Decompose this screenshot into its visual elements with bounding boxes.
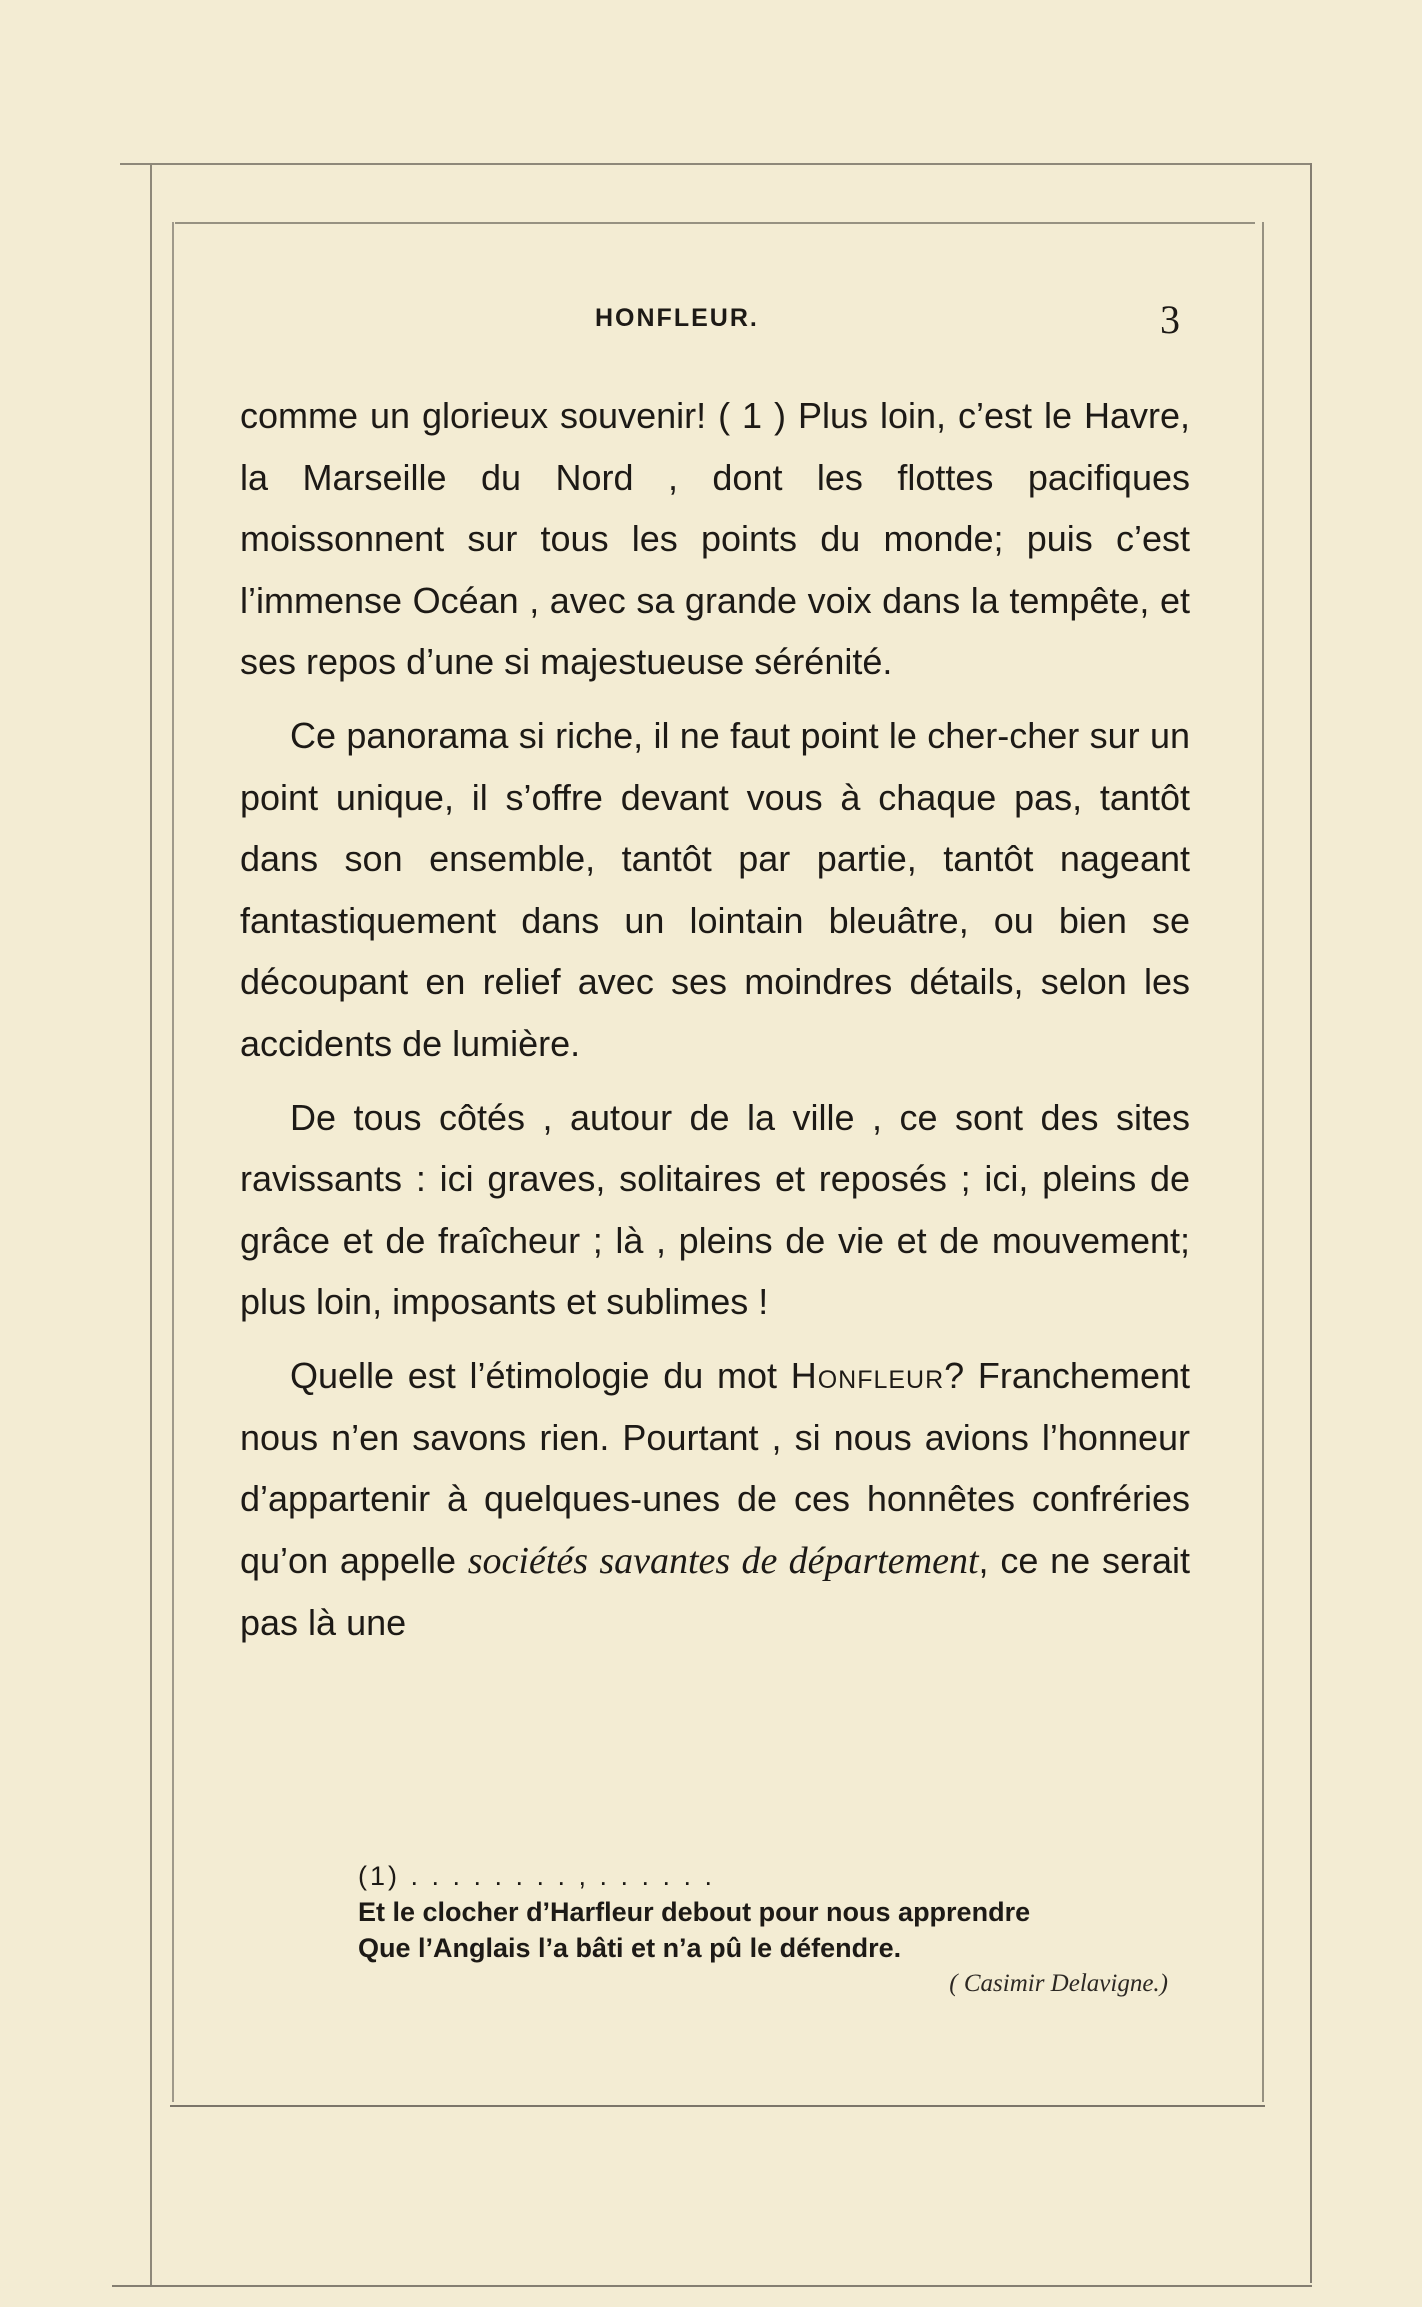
- paragraph-4-start: Quelle est l’étimologie du mot: [290, 1354, 777, 1396]
- paragraph-4-middle: ? Franchement nous n’en savons rien. Pourtant , si nous avions l’honneur d’appartenir à quelques-unes de ces honnêtes confréries qu’on appelle: [240, 1354, 1190, 1581]
- paragraph-3: De tous côtés , autour de la ville , ce sont des sites ravissants : ici graves, solitaires et reposés ; ici, pleins de grâce et de fraîcheur ; là , pleins de vie et de mouvement; plus loin, imposants et sublimes !: [240, 1096, 1190, 1323]
- footnote-verse-1: Et le clocher d’Harfleur debout pour nous apprendre: [358, 1897, 1031, 1927]
- scan-border-left-outer: [150, 165, 152, 2285]
- footnote-attribution: ( Casimir Delavigne.): [949, 1970, 1168, 1997]
- scan-border-top-inner: [175, 222, 1255, 224]
- honfleur-word: Honfleur: [790, 1354, 945, 1396]
- running-title: HONFLEUR.: [595, 304, 759, 332]
- scan-border-left-inner: [172, 222, 174, 2102]
- page-number: 3: [1160, 297, 1180, 342]
- scan-border-right-inner: [1262, 222, 1264, 2102]
- footnote-marker: (1) . . . . . . . . , . . . . . .: [358, 1861, 716, 1891]
- body-text: [240, 385, 1190, 1666]
- page-header: [240, 296, 1190, 356]
- paragraph-2: Ce panorama si riche, il ne faut point le cher-cher sur un point unique, il s’offre devant vous à chaque pas, tantôt dans son ensemble, tantôt par partie, tantôt nageant fantastiquement dans un lointain bleuâtre, ou bien se découpant en relief avec ses moindres détails, selon les accidents de lumière.: [240, 714, 1190, 1064]
- scan-border-bottom-outer: [112, 2285, 1312, 2287]
- footnote: [358, 1858, 1178, 2002]
- paragraph-4: [240, 1345, 1190, 1654]
- scan-border-right-outer: [1310, 163, 1312, 2283]
- italic-phrase: sociétés savantes de département: [467, 1539, 979, 1582]
- paragraph-1: comme un glorieux souvenir! ( 1 ) Plus loin, c’est le Havre, la Marseille du Nord , dont les flottes pacifiques moissonnent sur tous les points du monde; puis c’est l’immense Océan , avec sa grande voix dans la tempête, et ses repos d’une si majestueuse sérénité.: [240, 395, 1190, 683]
- scan-border-top-outer: [120, 163, 1310, 165]
- footnote-verse-2: Que l’Anglais l’a bâti et n’a pû le défendre.: [358, 1933, 902, 1963]
- scan-border-bottom-inner: [170, 2105, 1265, 2107]
- paragraph-4-end: , ce ne serait pas là une: [240, 1539, 1190, 1644]
